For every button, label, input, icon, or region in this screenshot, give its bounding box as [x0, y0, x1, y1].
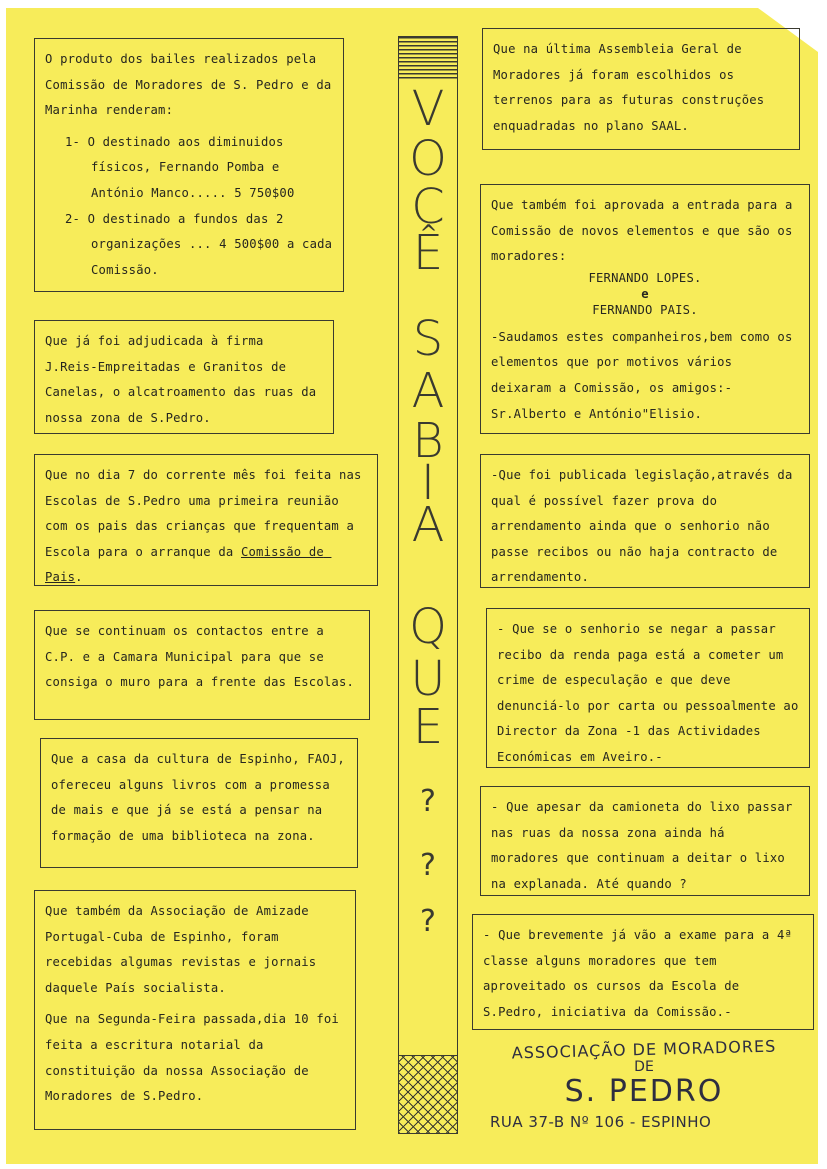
- note-school-wall: [34, 610, 370, 720]
- note-text: Que na Segunda-Feira passada,dia 10 foi feita a escritura notarial da constituição da nossa Associação de Moradores de S.Pedro.: [45, 1012, 347, 1104]
- title-spine: [398, 36, 458, 1134]
- stamp-line: RUA 37-B Nº 106 - ESPINHO: [490, 1113, 712, 1131]
- member-name: FERNANDO LOPES.: [588, 270, 702, 285]
- title-letter: V: [411, 81, 445, 137]
- note-exams: [472, 914, 814, 1030]
- note-saal-plan: [482, 28, 800, 150]
- title-letter: E: [412, 699, 444, 755]
- note-text: [45, 463, 370, 591]
- member-conjunction: e: [641, 286, 649, 301]
- title-letter: A: [411, 497, 445, 553]
- note-text-end: .: [75, 570, 83, 585]
- note-legislation: [480, 454, 810, 588]
- note-new-members: [480, 184, 810, 434]
- note-text: Que também da Associação de Amizade Portugal-Cuba de Espinho, foram recebidas algumas revistas e jornais daquele País socialista.: [45, 904, 324, 995]
- document-page: [6, 8, 818, 1164]
- note-text: Que a casa da cultura de Espinho, FAOJ, ofereceu alguns livros com a promessa de mais e que já se está a pensar na formação de uma biblioteca na zona.: [51, 752, 353, 843]
- note-road-paving: [34, 320, 334, 434]
- note-association: [34, 890, 356, 1130]
- title-letter: Ê: [412, 225, 444, 281]
- title-letter: Q: [409, 599, 447, 655]
- note-text: Que já foi adjudicada à firma J.Reis-Empreitadas e Granitos de Canelas, o alcatroamento das ruas da nossa zona de S.Pedro.: [45, 334, 324, 425]
- note-dance-proceeds: [34, 38, 344, 292]
- title-letter: B: [412, 413, 444, 469]
- note-text: Que na última Assembleia Geral de Moradores já foram escolhidos os terrenos para as futuras construções enquadradas no plano SAAL.: [493, 42, 772, 133]
- title-letter: O: [409, 131, 447, 187]
- title-letter: U: [410, 651, 446, 707]
- stamp-line: ASSOCIAÇÃO DE MORADORES: [511, 1036, 777, 1063]
- list-item: 1- O destinado aos diminuidos físicos, Fernando Pomba e António Manco..... 5 750$00: [65, 134, 295, 200]
- title-letter: C: [411, 179, 445, 235]
- question-mark: ?: [420, 848, 436, 883]
- note-text-underlined: Comissão de Pais: [45, 544, 332, 585]
- member-name: FERNANDO PAIS.: [592, 302, 698, 317]
- note-text: - Que se o senhorio se negar a passar recibo da renda paga está a cometer um crime de especulação e que deve denunciá-lo por carta ou pessoalmente ao Director da Zona -1 das Actividades Económicas em Aveiro.-: [497, 622, 807, 764]
- question-mark: ?: [420, 784, 436, 819]
- list-item: 2- O destinado a fundos das 2 organizações ... 4 500$00 a cada Comissão.: [65, 211, 340, 277]
- note-text: Que também foi aprovada a entrada para a Comissão de novos elementos e que são os moradores:: [491, 198, 801, 264]
- note-text-main: Que no dia 7 do corrente mês foi feita nas Escolas de S.Pedro uma primeira reunião com os pais das crianças que frequentam a Escola para o arranque da: [45, 468, 370, 559]
- note-landlord: [486, 608, 810, 768]
- question-mark: ?: [420, 904, 436, 939]
- title-letter: S: [412, 311, 444, 367]
- note-library: [40, 738, 358, 868]
- note-parents-meeting: [34, 454, 378, 586]
- handwritten-stamp: [484, 1036, 804, 1131]
- note-garbage: [480, 786, 810, 896]
- note-text: -Saudamos estes companheiros,bem como os elementos que por motivos vários deixaram a Comissão, os amigos:- Sr.Alberto e António"Elisio.: [491, 329, 801, 421]
- spine-stripes: [399, 37, 457, 79]
- note-text: -Que foi publicada legislação,através da qual é possível fazer prova do arrendamento ainda que o senhorio não passe recibos ou não haja contracto de arrendamento.: [491, 468, 801, 585]
- note-text: O produto dos bailes realizados pela Comissão de Moradores de S. Pedro e da Marinha renderam:: [45, 52, 339, 118]
- title-letter: A: [411, 363, 445, 419]
- title-letter: I: [420, 455, 436, 511]
- stamp-line: S. PEDRO: [564, 1074, 724, 1109]
- note-text: - Que brevemente já vão a exame para a 4ª classe alguns moradores que tem aproveitado os cursos da Escola de S.Pedro, iniciativa da Comissão.-: [483, 928, 800, 1019]
- stamp-line: DE: [634, 1059, 654, 1075]
- note-text: Que se continuam os contactos entre a C.P. e a Camara Municipal para que se consiga o muro para a frente das Escolas.: [45, 624, 355, 690]
- spine-crosshatch: [399, 1055, 457, 1133]
- note-text: - Que apesar da camioneta do lixo passar nas ruas da nossa zona ainda há moradores que continuam a deitar o lixo na explanada. Até quando ?: [491, 800, 801, 891]
